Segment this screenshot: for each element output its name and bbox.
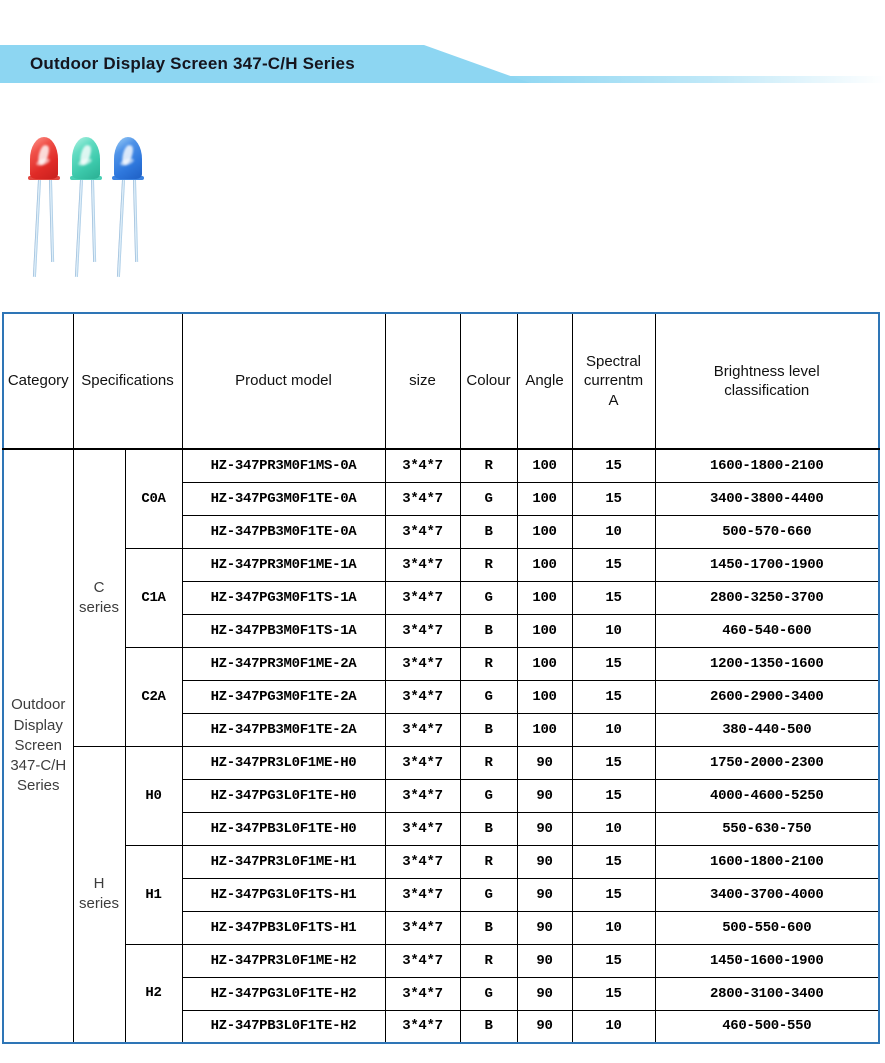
spectral-cell: 15 [572,482,655,515]
banner-fade-line [500,76,885,83]
spectral-cell: 15 [572,977,655,1010]
group-cell: H2 [125,944,182,1043]
group-cell: H1 [125,845,182,944]
size-cell: 3*4*7 [385,977,460,1010]
model-cell: HZ-347PG3L0F1TE-H0 [182,779,385,812]
colour-cell: G [460,878,517,911]
group-cell: C2A [125,647,182,746]
angle-cell: 100 [517,482,572,515]
brightness-cell: 380-440-500 [655,713,879,746]
angle-cell: 100 [517,548,572,581]
led-dome [72,137,100,179]
size-cell: 3*4*7 [385,581,460,614]
table-row [3,548,879,581]
page-title: Outdoor Display Screen 347-C/H Series [30,54,355,73]
group-cell: H0 [125,746,182,845]
angle-cell: 100 [517,713,572,746]
brightness-cell: 1450-1600-1900 [655,944,879,977]
angle-cell: 90 [517,779,572,812]
header-product-model: Product model [182,313,385,449]
spectral-cell: 15 [572,944,655,977]
brightness-cell: 2800-3250-3700 [655,581,879,614]
spectral-cell: 15 [572,449,655,482]
series-cell: C series [73,449,125,746]
red-led [30,137,60,277]
brightness-cell: 4000-4600-5250 [655,779,879,812]
spectral-cell: 10 [572,1010,655,1043]
model-cell: HZ-347PR3L0F1ME-H0 [182,746,385,779]
led-dome [30,137,58,179]
model-cell: HZ-347PG3L0F1TS-H1 [182,878,385,911]
colour-cell: G [460,581,517,614]
spectral-cell: 15 [572,845,655,878]
led-lead [33,180,41,277]
size-cell: 3*4*7 [385,779,460,812]
header-brightness: Brightness level classification [655,313,879,449]
model-cell: HZ-347PR3L0F1ME-H2 [182,944,385,977]
model-cell: HZ-347PR3M0F1ME-2A [182,647,385,680]
spectral-cell: 15 [572,647,655,680]
model-cell: HZ-347PR3M0F1MS-0A [182,449,385,482]
size-cell: 3*4*7 [385,482,460,515]
angle-cell: 100 [517,614,572,647]
colour-cell: B [460,1010,517,1043]
spectral-cell: 15 [572,746,655,779]
angle-cell: 100 [517,647,572,680]
header-spectral-current: Spectral currentm A [572,313,655,449]
angle-cell: 90 [517,812,572,845]
size-cell: 3*4*7 [385,548,460,581]
brightness-cell: 500-550-600 [655,911,879,944]
spectral-cell: 10 [572,713,655,746]
spectral-cell: 10 [572,911,655,944]
green-led [72,137,102,277]
led-lead [75,180,83,277]
angle-cell: 90 [517,845,572,878]
brightness-cell: 460-540-600 [655,614,879,647]
size-cell: 3*4*7 [385,746,460,779]
table-header-row [3,313,879,449]
group-cell: C1A [125,548,182,647]
led-lead [49,180,54,262]
brightness-cell: 550-630-750 [655,812,879,845]
spectral-cell: 10 [572,614,655,647]
model-cell: HZ-347PB3L0F1TE-H2 [182,1010,385,1043]
brightness-cell: 3400-3800-4400 [655,482,879,515]
led-dome [114,137,142,179]
angle-cell: 90 [517,746,572,779]
size-cell: 3*4*7 [385,680,460,713]
size-cell: 3*4*7 [385,944,460,977]
model-cell: HZ-347PR3M0F1ME-1A [182,548,385,581]
spectral-cell: 15 [572,680,655,713]
brightness-cell: 1200-1350-1600 [655,647,879,680]
model-cell: HZ-347PG3M0F1TE-0A [182,482,385,515]
spectral-cell: 15 [572,548,655,581]
table-row [3,746,879,779]
spec-table [2,312,880,1044]
category-cell: Outdoor Display Screen 347-C/H Series [3,449,73,1043]
led-product-image [0,130,220,290]
size-cell: 3*4*7 [385,845,460,878]
brightness-cell: 460-500-550 [655,1010,879,1043]
colour-cell: R [460,647,517,680]
brightness-cell: 1750-2000-2300 [655,746,879,779]
brightness-cell: 2600-2900-3400 [655,680,879,713]
colour-cell: G [460,977,517,1010]
brightness-cell: 1600-1800-2100 [655,845,879,878]
header-specifications: Specifications [73,313,182,449]
angle-cell: 90 [517,1010,572,1043]
size-cell: 3*4*7 [385,713,460,746]
model-cell: HZ-347PB3M0F1TE-2A [182,713,385,746]
angle-cell: 90 [517,911,572,944]
header-angle: Angle [517,313,572,449]
led-lead [133,180,138,262]
model-cell: HZ-347PG3M0F1TS-1A [182,581,385,614]
model-cell: HZ-347PB3M0F1TS-1A [182,614,385,647]
colour-cell: R [460,548,517,581]
colour-cell: G [460,482,517,515]
colour-cell: R [460,944,517,977]
model-cell: HZ-347PB3L0F1TE-H0 [182,812,385,845]
brightness-cell: 2800-3100-3400 [655,977,879,1010]
angle-cell: 100 [517,449,572,482]
model-cell: HZ-347PG3M0F1TE-2A [182,680,385,713]
header-size: size [385,313,460,449]
spectral-cell: 10 [572,812,655,845]
size-cell: 3*4*7 [385,911,460,944]
led-lead [117,180,125,277]
model-cell: HZ-347PR3L0F1ME-H1 [182,845,385,878]
table-row [3,647,879,680]
blue-led [114,137,144,277]
colour-cell: R [460,746,517,779]
colour-cell: B [460,911,517,944]
size-cell: 3*4*7 [385,878,460,911]
angle-cell: 90 [517,944,572,977]
model-cell: HZ-347PB3L0F1TS-H1 [182,911,385,944]
table-row [3,944,879,977]
brightness-cell: 1450-1700-1900 [655,548,879,581]
spectral-cell: 15 [572,779,655,812]
table-row [3,449,879,482]
size-cell: 3*4*7 [385,1010,460,1043]
size-cell: 3*4*7 [385,614,460,647]
led-lead [91,180,96,262]
colour-cell: R [460,449,517,482]
brightness-cell: 3400-3700-4000 [655,878,879,911]
brightness-cell: 1600-1800-2100 [655,449,879,482]
size-cell: 3*4*7 [385,812,460,845]
angle-cell: 100 [517,680,572,713]
angle-cell: 100 [517,581,572,614]
colour-cell: B [460,812,517,845]
size-cell: 3*4*7 [385,647,460,680]
title-banner [0,45,885,83]
model-cell: HZ-347PB3M0F1TE-0A [182,515,385,548]
colour-cell: G [460,779,517,812]
spec-table-body [3,449,879,1043]
size-cell: 3*4*7 [385,515,460,548]
header-category: Category [3,313,73,449]
colour-cell: R [460,845,517,878]
colour-cell: B [460,713,517,746]
colour-cell: G [460,680,517,713]
header-colour: Colour [460,313,517,449]
angle-cell: 100 [517,515,572,548]
table-row [3,845,879,878]
group-cell: C0A [125,449,182,548]
colour-cell: B [460,614,517,647]
angle-cell: 90 [517,977,572,1010]
model-cell: HZ-347PG3L0F1TE-H2 [182,977,385,1010]
spectral-cell: 15 [572,581,655,614]
series-cell: H series [73,746,125,1043]
colour-cell: B [460,515,517,548]
size-cell: 3*4*7 [385,449,460,482]
spectral-cell: 15 [572,878,655,911]
brightness-cell: 500-570-660 [655,515,879,548]
spectral-cell: 10 [572,515,655,548]
angle-cell: 90 [517,878,572,911]
